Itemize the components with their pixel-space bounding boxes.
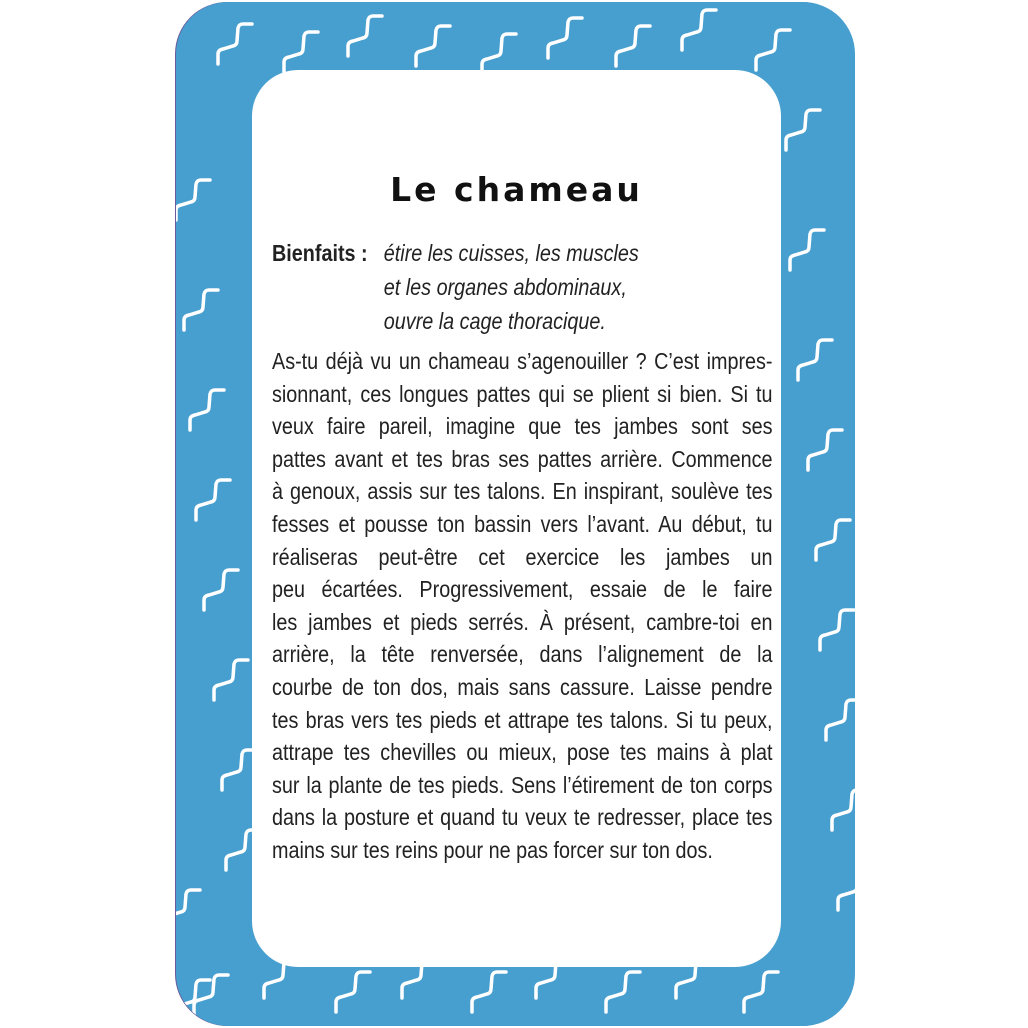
text-line: sionnant, ces longues pattes qui se plient si bien. Si tu	[272, 380, 773, 407]
instructions-text	[272, 345, 773, 867]
text-line: les jambes et pieds serrés. À présent, cambre-toi en	[272, 608, 773, 635]
benefit-line: ouvre la cage thoracique.	[383, 308, 606, 334]
text-line: pattes avant et tes bras ses pattes arrière. Commence	[272, 445, 773, 472]
content-panel	[252, 70, 781, 967]
text-line: courbe de ton dos, mais sans cassure. Laisse pendre	[272, 673, 773, 700]
text-line: réaliseras peut-être cet exercice les jambes un	[272, 543, 773, 570]
benefits-list	[384, 236, 745, 338]
text-line: attrape tes chevilles ou mieux, pose tes mains à plat	[272, 739, 773, 766]
text-line: fesses et pousse ton bassin vers l’avant. Au début, tu	[272, 510, 773, 537]
benefit-line: et les organes abdominaux,	[383, 274, 627, 300]
text-line: sur la plante de tes pieds. Sens l’étirement de ton corps	[272, 771, 773, 798]
text-line: mains sur tes reins pour ne pas forcer sur ton dos.	[272, 836, 713, 863]
text-line: à genoux, assis sur tes talons. En inspirant, soulève tes	[272, 478, 773, 505]
benefits-label: Bienfaits :	[272, 240, 368, 266]
text-line: arrière, la tête renversée, dans l’alignement de la	[272, 641, 773, 668]
yoga-card	[176, 2, 855, 1026]
card-title: Le chameau	[390, 170, 643, 209]
text-line: As-tu déjà vu un chameau s’agenouiller ? C’est impres-	[272, 348, 773, 374]
text-line: tes bras vers tes pieds et attrape tes talons. Si tu peux,	[272, 706, 773, 733]
benefit-line: étire les cuisses, les muscles	[383, 240, 639, 266]
text-line: dans la posture et quand tu veux te redresser, place tes	[272, 804, 773, 831]
text-line: veux faire pareil, imagine que tes jambes sont ses	[272, 413, 773, 440]
text-line: peu écartées. Progressivement, essaie de le faire	[272, 576, 773, 603]
